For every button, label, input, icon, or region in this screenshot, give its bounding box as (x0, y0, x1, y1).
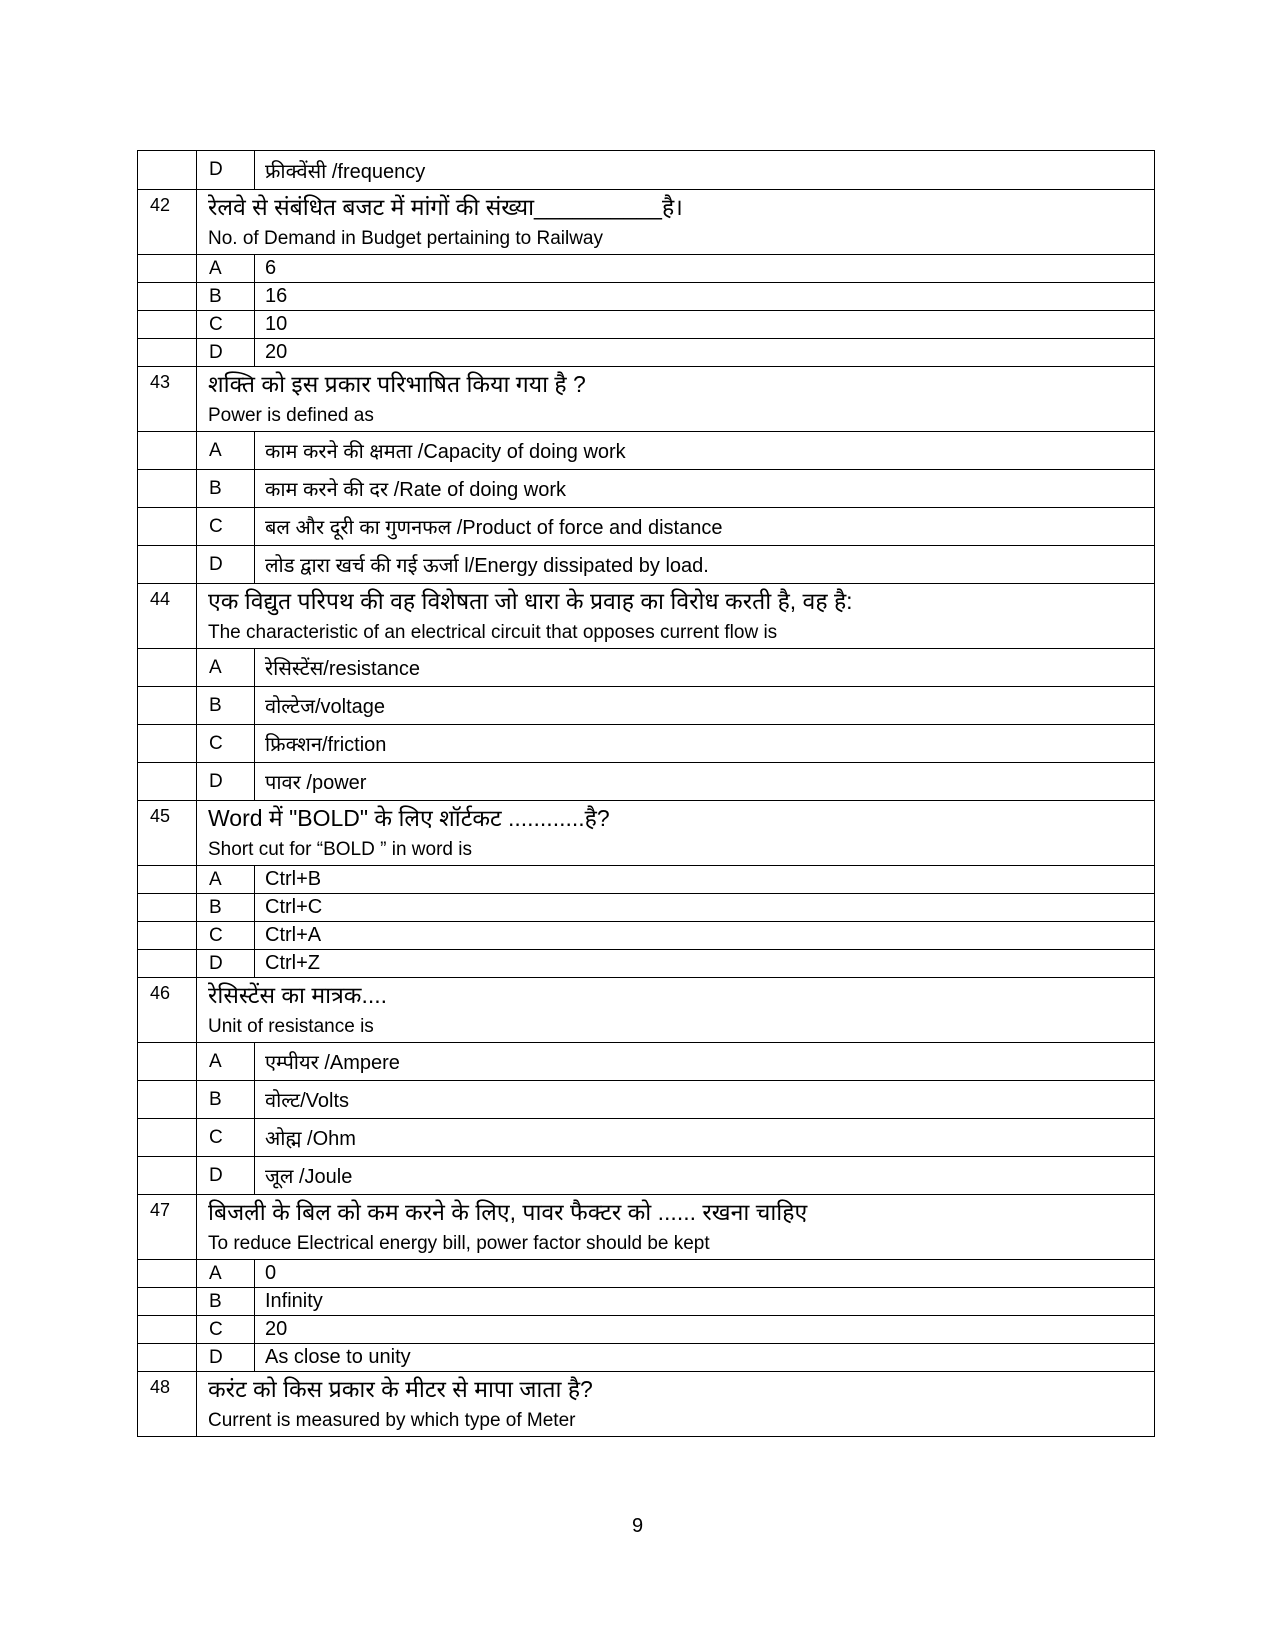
question-text-english: The characteristic of an electrical circuit that opposes current flow is (208, 622, 778, 643)
option-empty-cell (138, 546, 197, 583)
option-letter: B (197, 283, 255, 310)
question-cell (197, 978, 1154, 1042)
option-empty-cell (138, 1043, 197, 1080)
question-cell (197, 367, 1154, 431)
question-cell (197, 1195, 1154, 1259)
option-row (138, 1042, 1154, 1080)
option-row (138, 151, 1154, 189)
option-letter: D (197, 950, 255, 977)
question-row (138, 1371, 1154, 1436)
option-text: वोल्ट/Volts (265, 1090, 350, 1112)
question-text-english: Short cut for “BOLD ” in word is (208, 839, 472, 860)
option-letter: A (197, 866, 255, 893)
option-text: जूल /Joule (265, 1166, 353, 1188)
option-empty-cell (138, 1081, 197, 1118)
option-row (138, 1156, 1154, 1194)
option-row (138, 254, 1154, 282)
question-number: 45 (150, 806, 171, 826)
option-row (138, 282, 1154, 310)
option-letter: D (197, 1157, 255, 1194)
option-text: फ्रीक्वेंसी /frequency (265, 160, 426, 183)
option-row (138, 507, 1154, 545)
option-letter: B (197, 687, 255, 724)
question-row (138, 583, 1154, 648)
option-row (138, 469, 1154, 507)
option-empty-cell (138, 283, 197, 310)
option-letter: D (197, 763, 255, 800)
option-text: बल और दूरी का गुणनफल /Product of force and distance (265, 517, 723, 539)
question-row (138, 977, 1154, 1042)
question-number: 46 (150, 983, 171, 1003)
option-empty-cell (138, 311, 197, 338)
option-letter: C (197, 1316, 255, 1343)
question-text-hindi: एक विद्युत परिपथ की वह विशेषता जो धारा के प्रवाह का विरोध करती है, वह है: (208, 588, 853, 614)
option-empty-cell (138, 1157, 197, 1194)
option-text: Ctrl+A (265, 924, 322, 946)
option-row (138, 431, 1154, 469)
option-row (138, 921, 1154, 949)
page-number: 9 (631, 1515, 644, 1537)
option-row (138, 949, 1154, 977)
question-text-hindi: शक्ति को इस प्रकार परिभाषित किया गया है ? (208, 371, 586, 397)
option-text: 0 (265, 1262, 277, 1284)
option-letter: D (197, 151, 255, 189)
option-row (138, 865, 1154, 893)
question-text-hindi: Word में "BOLD" के लिए शॉर्टकट ............है? (208, 805, 610, 831)
option-letter: A (197, 1043, 255, 1080)
question-number: 48 (150, 1377, 171, 1397)
option-letter: A (197, 1260, 255, 1287)
option-empty-cell (138, 1119, 197, 1156)
question-text-hindi: रेलवे से संबंधित बजट में मांगों की संख्या__________है। (208, 194, 683, 220)
question-text-hindi: रेसिस्टेंस का मात्रक.... (208, 982, 388, 1008)
question-text-english: Unit of resistance is (208, 1016, 374, 1037)
option-letter: C (197, 725, 255, 762)
option-text: लोड द्वारा खर्च की गई ऊर्जा l/Energy dissipated by load. (265, 555, 709, 577)
option-text: As close to unity (265, 1346, 411, 1368)
option-letter: B (197, 1081, 255, 1118)
option-row (138, 1080, 1154, 1118)
question-row (138, 366, 1154, 431)
question-number-cell (138, 190, 197, 254)
question-text-english: No. of Demand in Budget pertaining to Railway (208, 228, 604, 249)
option-empty-cell (138, 1344, 197, 1371)
question-number-cell (138, 978, 197, 1042)
option-letter: D (197, 546, 255, 583)
question-table (137, 150, 1155, 1437)
option-text: वोल्टेज/voltage (265, 696, 385, 718)
option-empty-cell (138, 687, 197, 724)
option-letter: D (197, 339, 255, 366)
option-letter: B (197, 894, 255, 921)
option-letter: C (197, 922, 255, 949)
option-empty-cell (138, 255, 197, 282)
question-row (138, 800, 1154, 865)
option-empty-cell (138, 649, 197, 686)
option-empty-cell (138, 151, 197, 189)
option-empty-cell (138, 1260, 197, 1287)
option-letter: A (197, 255, 255, 282)
option-text: Infinity (265, 1290, 323, 1312)
option-text: एम्पीयर /Ampere (265, 1052, 400, 1074)
option-empty-cell (138, 470, 197, 507)
option-row (138, 545, 1154, 583)
option-text: 20 (265, 341, 288, 363)
option-text: Ctrl+Z (265, 952, 320, 974)
option-empty-cell (138, 339, 197, 366)
option-text: ओह्म /Ohm (265, 1128, 356, 1150)
option-row (138, 1118, 1154, 1156)
question-number: 47 (150, 1200, 171, 1220)
option-empty-cell (138, 763, 197, 800)
option-letter: C (197, 311, 255, 338)
question-number-cell (138, 1195, 197, 1259)
option-row (138, 724, 1154, 762)
question-text-english: Power is defined as (208, 405, 374, 426)
question-number-cell (138, 584, 197, 648)
option-text: काम करने की क्षमता /Capacity of doing work (265, 441, 626, 463)
question-cell (197, 190, 1154, 254)
option-empty-cell (138, 508, 197, 545)
question-number-cell (138, 367, 197, 431)
option-text: पावर /power (265, 772, 367, 794)
option-row (138, 1315, 1154, 1343)
option-empty-cell (138, 1288, 197, 1315)
option-empty-cell (138, 922, 197, 949)
option-empty-cell (138, 950, 197, 977)
question-text-hindi: करंट को किस प्रकार के मीटर से मापा जाता है? (208, 1376, 593, 1402)
option-text: 6 (265, 257, 277, 279)
option-row (138, 1287, 1154, 1315)
question-number: 44 (150, 589, 171, 609)
option-text: रेसिस्टेंस/resistance (265, 658, 420, 680)
option-text: फ्रिक्शन/friction (265, 734, 387, 756)
option-row (138, 1259, 1154, 1287)
option-empty-cell (138, 1316, 197, 1343)
option-letter: A (197, 649, 255, 686)
option-empty-cell (138, 894, 197, 921)
option-row (138, 648, 1154, 686)
option-row (138, 310, 1154, 338)
question-cell (197, 1372, 1154, 1436)
option-row (138, 1343, 1154, 1371)
option-text: 16 (265, 285, 288, 307)
option-letter: B (197, 1288, 255, 1315)
option-empty-cell (138, 432, 197, 469)
option-row (138, 893, 1154, 921)
option-text: काम करने की दर /Rate of doing work (265, 479, 567, 501)
question-row (138, 189, 1154, 254)
question-text-english: Current is measured by which type of Meter (208, 1410, 576, 1431)
option-text: 10 (265, 313, 288, 335)
question-number-cell (138, 801, 197, 865)
option-text: Ctrl+C (265, 896, 323, 918)
question-number: 43 (150, 372, 171, 392)
option-text: Ctrl+B (265, 868, 322, 890)
option-empty-cell (138, 725, 197, 762)
option-empty-cell (138, 866, 197, 893)
question-text-english: To reduce Electrical energy bill, power factor should be kept (208, 1233, 710, 1254)
question-cell (197, 584, 1154, 648)
option-row (138, 762, 1154, 800)
question-row (138, 1194, 1154, 1259)
option-text: 20 (265, 1318, 288, 1340)
option-row (138, 338, 1154, 366)
option-row (138, 686, 1154, 724)
option-letter: A (197, 432, 255, 469)
question-number: 42 (150, 195, 171, 215)
option-letter: C (197, 508, 255, 545)
option-letter: C (197, 1119, 255, 1156)
option-letter: B (197, 470, 255, 507)
question-number-cell (138, 1372, 197, 1436)
option-letter: D (197, 1344, 255, 1371)
question-cell (197, 801, 1154, 865)
question-text-hindi: बिजली के बिल को कम करने के लिए, पावर फैक्टर को ...... रखना चाहिए (208, 1199, 808, 1225)
